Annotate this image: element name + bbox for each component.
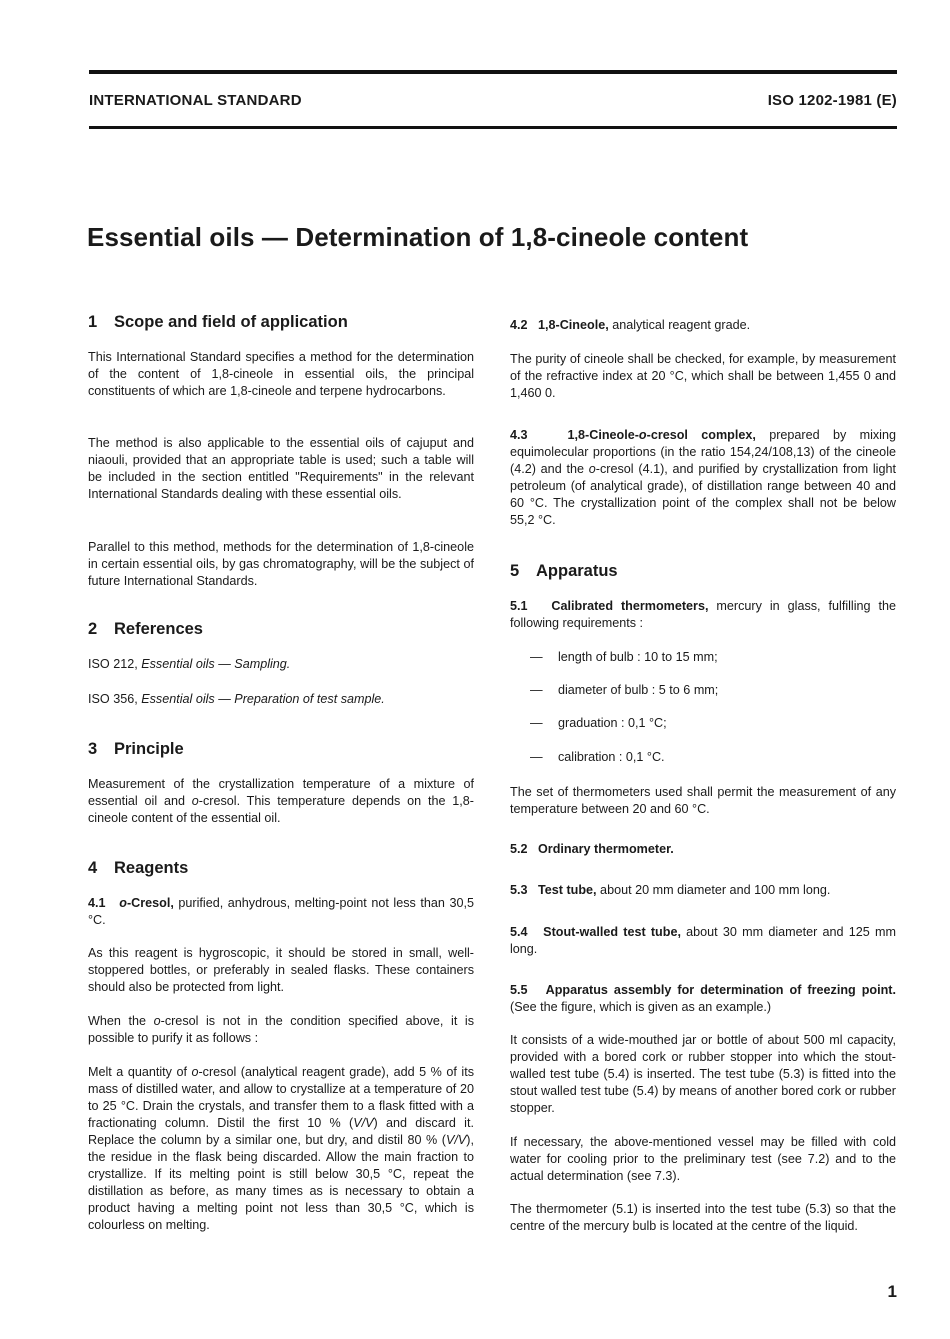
apparatus-description-paragraph: It consists of a wide-mouthed jar or bottle of about 500 ml capacity, provided with a bored cork or rubber stopper into which the stout-walled test tube (5.4) is inserted. The test tube (5.3) is fitted into the stout walled test tube (5.4) by means of another bored cork or rubber stopper.	[510, 1033, 896, 1115]
cineole-purity-paragraph: The purity of cineole shall be checked, for example, by measurement of the refractive index at 20 °C, which shall be between 1,455 0 and 1,460 0.	[510, 352, 896, 400]
list-dash: —	[530, 716, 543, 730]
section-title: References	[114, 620, 203, 638]
clause-title: Apparatus assembly for determination of freezing point.	[545, 983, 897, 997]
clause-text-italic: o	[588, 462, 596, 476]
section-title: Apparatus	[536, 562, 618, 580]
text-run-italic: o	[191, 1065, 199, 1079]
header-bottom-rule	[89, 126, 897, 129]
requirement-text: diameter of bulb : 5 to 6 mm;	[558, 683, 719, 697]
clause-4-3	[510, 427, 896, 529]
clause-title-italic: o	[638, 428, 647, 442]
principle-paragraph	[88, 776, 474, 827]
clause-title: -cresol complex,	[646, 428, 756, 442]
clause-number: 5.5	[510, 983, 528, 997]
clause-number: 4.1	[88, 896, 106, 910]
list-dash: —	[530, 750, 543, 764]
section-number: 1	[88, 313, 98, 331]
text-run: Measurement of the crystallization temperature of a mixture of essential oil and	[88, 777, 474, 808]
clause-4-2	[510, 317, 896, 334]
requirement-list-item	[510, 649, 896, 666]
clause-text: analytical reagent grade.	[608, 318, 751, 332]
purification-intro-paragraph	[88, 1013, 474, 1047]
requirement-text: length of bulb : 10 to 15 mm;	[558, 650, 718, 664]
document-type-label: INTERNATIONAL STANDARD	[89, 92, 302, 109]
text-run: -cresol (analytical reagent grade), add 5 % of its mass of distilled water, and allow to crystallize at a temperature of 20 to 25 °C. Drain the crystals, and transfer them to a flask fitted with a fractionating column. Distil the first 10 % (	[88, 1065, 475, 1130]
reference-item	[88, 656, 474, 673]
section-number: 5	[510, 562, 520, 580]
scope-paragraph-1: This International Standard specifies a method for the determination of the content of 1,8-cineole in essential oils, the principal constituents of which are 1,8-cineole and terpene hydrocarbons.	[88, 350, 474, 398]
clause-title-italic: o	[119, 896, 127, 910]
clause-title: 1,8-Cineole-	[567, 428, 639, 442]
clause-title: Calibrated thermometers,	[551, 599, 709, 613]
clause-text: about 20 mm diameter and 100 mm long.	[596, 883, 831, 897]
requirement-text: calibration : 0,1 °C.	[558, 750, 665, 764]
section-3-heading	[88, 739, 474, 759]
clause-title: -Cresol,	[126, 896, 174, 910]
clause-number: 5.1	[510, 599, 528, 613]
clause-5-2	[510, 841, 896, 858]
text-run-italic: o	[191, 794, 199, 808]
text-run-italic: o	[153, 1014, 161, 1028]
clause-text: prepared by mixing equimolecular proportions (in the ratio 154,24/108,13) of the cineole (4.2) and the	[510, 428, 896, 476]
requirement-list-item	[510, 749, 896, 766]
clause-number: 5.2	[510, 842, 528, 856]
clause-text: about 30 mm diameter and 125 mm long.	[510, 925, 896, 956]
scope-paragraph-2: The method is also applicable to the essential oils of cajuput and niaouli, provided that an appropriate table is used; such a table will be included in the section entitled "Requirements" in the relevant International Standards dealing with these essential oils.	[88, 436, 474, 501]
list-dash: —	[530, 650, 543, 664]
clause-title: 1,8-Cineole,	[538, 318, 609, 332]
section-title: Reagents	[114, 859, 189, 877]
page-number: 1	[887, 1282, 897, 1301]
clause-text: mercury in glass, fulfilling the following requirements :	[510, 599, 896, 630]
requirement-list-item	[510, 715, 896, 732]
header-top-rule	[89, 70, 897, 74]
clause-text: purified, anhydrous, melting-point not less than 30,5 °C.	[88, 896, 475, 927]
purification-procedure-paragraph	[88, 1064, 474, 1234]
reference-item	[88, 691, 474, 708]
clause-text: -cresol (4.1), and purified by crystallization from light petroleum (of analytical grade), of distillation range between 40 and 60 °C. The crystallization point of the complex shall not be below 55,2 °C.	[510, 462, 896, 527]
text-run: When the	[88, 1014, 154, 1028]
section-number: 3	[88, 740, 98, 758]
reference-title: Essential oils — Preparation of test sample.	[141, 692, 385, 706]
text-run: -cresol is not in the condition specified above, it is possible to purify it as follows :	[88, 1014, 475, 1045]
clause-5-5	[510, 982, 896, 1016]
section-5-heading	[510, 561, 896, 581]
clause-5-4	[510, 924, 896, 958]
scope-paragraph-3: Parallel to this method, methods for the determination of 1,8-cineole in certain essential oils, by gas chromatography, will be the subject of future International Standards.	[88, 540, 474, 588]
section-2-heading	[88, 619, 474, 639]
text-run: Melt a quantity of	[88, 1065, 192, 1079]
section-title: Principle	[114, 740, 184, 758]
requirement-text: graduation : 0,1 °C;	[558, 716, 667, 730]
reference-title: Essential oils — Sampling.	[141, 657, 291, 671]
reagent-storage-paragraph: As this reagent is hygroscopic, it should be stored in small, well-stoppered bottles, or preferably in sealed flasks. These containers should also be protected from light.	[88, 946, 474, 994]
text-run-italic: V/V	[353, 1116, 374, 1130]
document-title: Essential oils — Determination of 1,8-cineole content	[87, 222, 749, 252]
text-run-italic: V/V	[445, 1133, 467, 1147]
clause-text: (See the figure, which is given as an example.)	[510, 1000, 772, 1014]
clause-title: Test tube,	[538, 883, 597, 897]
requirement-list-item	[510, 682, 896, 699]
text-run: ), the residue in the flask being discarded. Allow the main fraction to crystallize. If its melting point is still below 30,5 °C, repeat the distillation as before, as many times as is necessary to obtain a product having a melting point not less than 30,5 °C, which is colourless on melting.	[88, 1133, 474, 1232]
text-run: -cresol. This temperature depends on the 1,8-cineole content of the essential oil.	[88, 794, 474, 825]
clause-number: 5.3	[510, 883, 528, 897]
reference-code: ISO 356,	[88, 692, 142, 706]
section-number: 4	[88, 859, 98, 877]
standard-number: ISO 1202-1981 (E)	[767, 92, 897, 109]
clause-5-1	[510, 598, 896, 632]
thermometer-range-paragraph: The set of thermometers used shall permit the measurement of any temperature between 20 and 60 °C.	[510, 785, 896, 816]
list-dash: —	[530, 683, 543, 697]
section-4-heading	[88, 858, 474, 878]
cooling-paragraph: If necessary, the above-mentioned vessel may be filled with cold water for cooling prior to the preliminary test (see 7.2) and to the actual determination (see 7.3).	[510, 1135, 896, 1183]
clause-4-1	[88, 895, 474, 929]
clause-title: Ordinary thermometer.	[538, 842, 674, 856]
text-run: ) and discard it. Replace the column by a similar one, but dry, and distil 80 % (	[88, 1116, 474, 1147]
section-title: Scope and field of application	[114, 313, 348, 331]
clause-5-3	[510, 882, 896, 899]
thermometer-placement-paragraph: The thermometer (5.1) is inserted into the test tube (5.3) so that the centre of the mercury bulb is located at the centre of the liquid.	[510, 1202, 896, 1233]
clause-title: Stout-walled test tube,	[543, 925, 681, 939]
section-1-heading	[88, 312, 474, 332]
clause-number: 4.2	[510, 318, 528, 332]
section-number: 2	[88, 620, 98, 638]
reference-code: ISO 212,	[88, 657, 142, 671]
clause-number: 5.4	[510, 925, 528, 939]
clause-number: 4.3	[510, 428, 528, 442]
